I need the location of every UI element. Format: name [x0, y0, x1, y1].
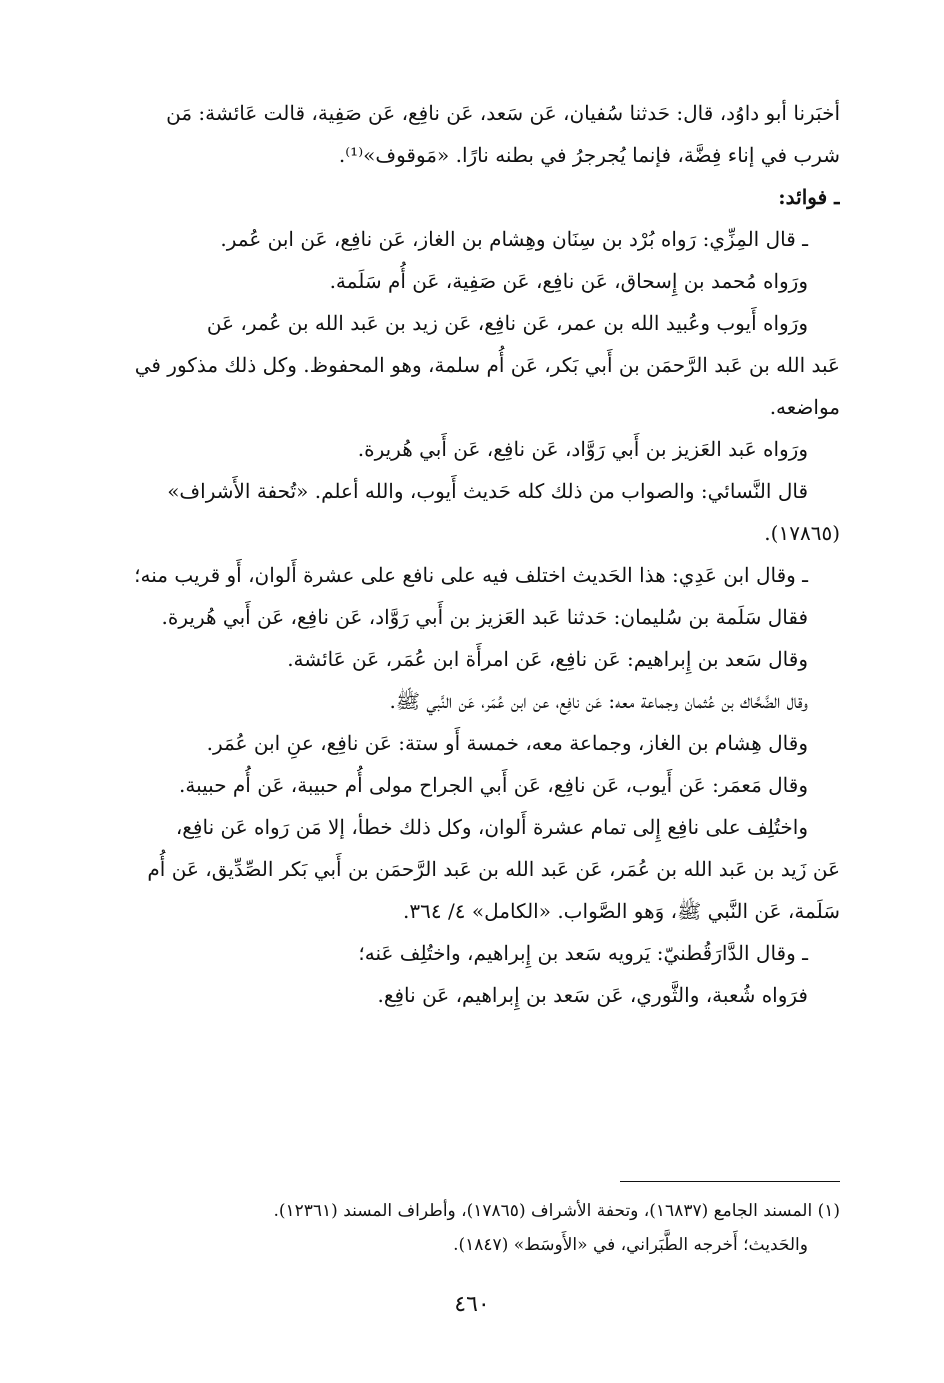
text-line: واختُلِف على نافِع إِلى تمام عشرة أَلوان، وكل ذلك خطأ، إلا مَن رَواه عَن نافِع، [175, 815, 808, 839]
text-line: أخبَرنا أبو داوُد، قال: حَدثنا سُفيان، عَن سَعد، عَن نافِع، عَن صَفِية، قالت عَائشة: مَن [166, 101, 840, 125]
footnote-line: (١) المسند الجامع (١٦٨٣٧)، وتحفة الأشراف (١٧٨٦٥)، وأطراف المسند (١٢٣٦١). [273, 1201, 840, 1221]
text-line: وقال هِشام بن الغاز، وجماعة معه، خمسة أَو ستة: عَن نافِع، عنِ ابن عُمَر. [206, 731, 808, 755]
text-line: (١٧٨٦٥). [764, 521, 840, 545]
text-line: ورَواه عَبد العَزيز بن أَبي رَوَّاد، عَن نافِع، عَن أَبي هُريرة. [357, 437, 808, 461]
text-line: فقال سَلَمة بن سُليمان: حَدثنا عَبد العَزيز بن أَبي رَوَّاد، عَن نافِع، عَن أَبي هُريرة. [161, 605, 808, 629]
text-line: وقال مَعمَر: عَن أَيوب، عَن نافِع، عَن أَبي الجراح مولى أُم حبيبة، عَن أُم حبيبة. [179, 773, 808, 797]
footnote-line: والحَديث؛ أَخرجه الطَّبَراني، في «الأَوسَط» (١٨٤٧). [453, 1235, 808, 1255]
text-line: ـ وقال الدَّارَقُطنيّ: يَرويه سَعد بن إِبراهيم، واختُلِف عَنه؛ [358, 941, 808, 965]
text-line: عَبد الله بن عَبد الرَّحمَن بن أَبي بَكر، عَن أُم سلمة، وهو المحفوظ. وكل ذلك مذكور في [134, 353, 840, 377]
text-line: عَن زَيد بن عَبد الله بن عُمَر، عَن عَبد الله بن عَبد الرَّحمَن بن أَبي بَكر الصِّدِّيق، عَن أُم [147, 857, 840, 881]
text-line: ورَواه مُحمد بن إِسحاق، عَن نافِع، عَن صَفِية، عَن أُم سَلَمة. [329, 269, 808, 293]
text-line: ـ قال المِزِّي: رَواه بُرْد بن سِنَان وهِشام بن الغاز، عَن نافِع، عَن ابن عُمر. [220, 227, 808, 251]
page-number: ٤٦٠ [454, 1292, 490, 1317]
main-text [100, 92, 840, 1016]
text-line: مواضعه. [769, 395, 840, 419]
text-line: قال النَّسائي: والصواب من ذلك كله حَديث أَيوب، والله أعلم. «تُحفة الأَشراف» [167, 479, 808, 503]
footnotes [100, 1194, 840, 1262]
text-line: وقال سَعد بن إِبراهيم: عَن نافِع، عَن امرأَة ابن عُمَر، عَن عَائشة. [287, 647, 808, 671]
text-line: شرب في إناء فِضَّة، فإنما يُجرجرُ في بطنه نارًا. «مَوقوف»⁽¹⁾. [338, 143, 840, 167]
footnote-divider [620, 1181, 840, 1182]
text-line: فرَواه شُعبة، والثَّوري، عَن سَعد بن إِبراهيم، عَن نافِع. [377, 983, 808, 1007]
text-line: وقال الضَّحَّاك بن عُثمان وجماعة معه: عَن نافِع، عن ابن عُمَر، عَن النَّبي ﷺ. [389, 689, 808, 713]
text-line: ورَواه أَيوب وعُبيد الله بن عمر، عَن نافِع، عَن زيد بن عَبد الله بن عُمر، عَن [206, 311, 808, 335]
text-line: سَلَمة، عَن النَّبي ﷺ، وَهو الصَّواب. «الكامل» ٤/ ٣٦٤. [403, 899, 840, 923]
section-heading: ـ فوائد: [778, 185, 840, 209]
text-line: ـ وقال ابن عَدِي: هذا الحَديث اختلف فيه على نافع على عشرة أَلوان، أَو قريب منه؛ [134, 563, 808, 587]
